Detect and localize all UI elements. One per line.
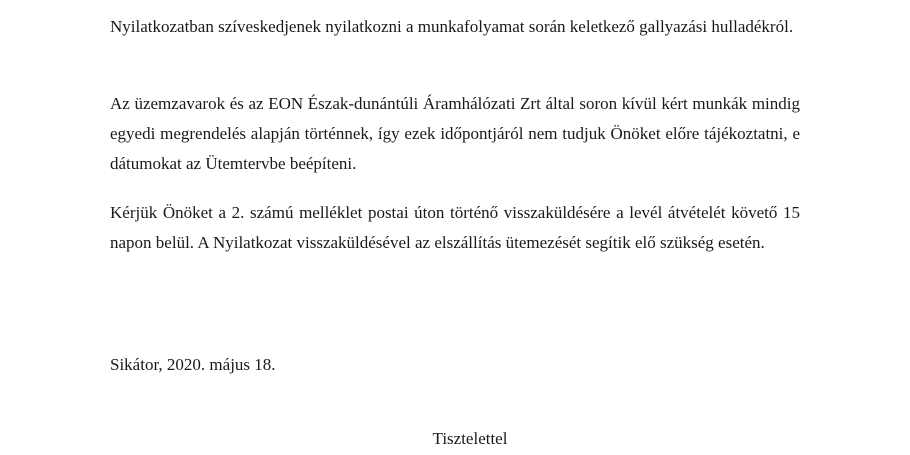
date-line: Sikátor, 2020. május 18. — [110, 355, 276, 374]
paragraph-outage-orders: Az üzemzavarok és az EON Észak-dunántúli Áramhálózati Zrt által soron kívül kért munkák mindig egyedi megrendelés alapján történnek, így ezek időpontjáról nem tudjuk Önöket előre tájékoztatni, e dátumokat az Ütemtervbe beépíteni. — [110, 94, 800, 173]
paragraph-waste-declaration: Nyilatkozatban szíveskedjenek nyilatkozni a munkafolyamat során keletkező gallyazási hulladékról. — [110, 17, 794, 36]
closing-salutation: Tisztelettel — [432, 429, 508, 448]
paragraph-return-request: Kérjük Önöket a 2. számú melléklet postai úton történő visszaküldésére a levél átvételét követő 15 napon belül. A Nyilatkozat visszaküldésével az elszállítás ütemezését segítik elő szükség esetén. — [110, 203, 800, 252]
